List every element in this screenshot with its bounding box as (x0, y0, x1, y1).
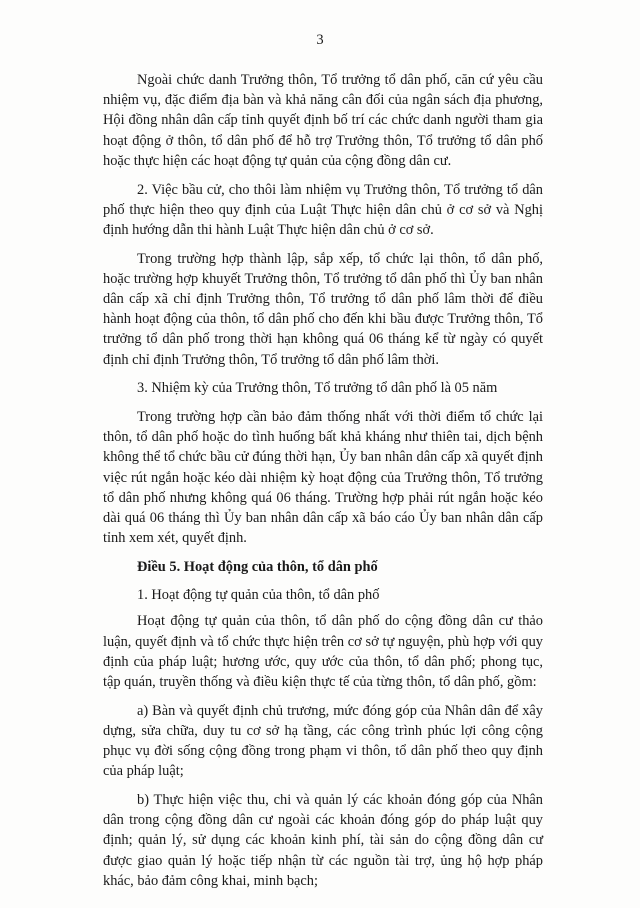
paragraph: 3. Nhiệm kỳ của Trưởng thôn, Tổ trưởng tổ dân phố là 05 năm (137, 380, 498, 397)
article-heading: Điều 5. Hoạt động của thôn, tổ dân phố (137, 558, 378, 575)
page-number: 3 (316, 32, 324, 48)
paragraph: Trong trường hợp thành lập, sắp xếp, tổ chức lại thôn, tổ dân phố, hoặc trường hợp khuyết Trưởng thôn, Tổ trưởng tổ dân phố thì Ủy ban nhân dân cấp xã chỉ định Trưởng thôn, Tổ trưởng tổ dân phố lâm thời để điều hành hoạt động của thôn, tổ dân phố cho đến khi bầu được Trưởng thôn, Tổ trưởng tổ dân phố trong thời hạn không quá 06 tháng kể từ ngày có quyết định chỉ định Trưởng thôn, Tổ trưởng tổ dân phố lâm thời. (103, 250, 543, 368)
list-item: a) Bàn và quyết định chủ trương, mức đóng góp của Nhân dân để xây dựng, sửa chữa, duy tu cơ sở hạ tầng, các công trình phúc lợi công cộng phục vụ đời sống cộng đồng trong phạm vi thôn, tổ dân phố theo quy định của pháp luật; (103, 702, 543, 780)
clause-title: 1. Hoạt động tự quản của thôn, tổ dân phố (137, 587, 380, 604)
paragraph: Trong trường hợp cần bảo đảm thống nhất với thời điểm tổ chức lại thôn, tổ dân phố hoặc do tình huống bất khả kháng như thiên tai, dịch bệnh không thể tổ chức bầu cử đúng thời hạn, Ủy ban nhân dân cấp xã quyết định việc rút ngắn hoặc kéo dài nhiệm kỳ hoạt động của Trưởng thôn, Tổ trưởng tổ dân phố nhưng không quá 06 tháng. Trường hợp phải rút ngắn hoặc kéo dài quá 06 tháng thì Ủy ban nhân dân cấp xã báo cáo Ủy ban nhân dân cấp tỉnh xem xét, quyết định. (103, 409, 543, 547)
document-body (103, 70, 543, 900)
list-item: b) Thực hiện việc thu, chi và quản lý các khoản đóng góp của Nhân dân trong cộng đồng dân cư ngoài các khoản đóng góp do pháp luật quy định; quản lý, sử dụng các khoản kinh phí, tài sản do cộng đồng dân cư được giao quản lý hoặc tiếp nhận từ các nguồn tài trợ, ủng hộ hợp pháp khác, bảo đảm công khai, minh bạch; (103, 792, 543, 889)
paragraph: Ngoài chức danh Trưởng thôn, Tổ trưởng tổ dân phố, căn cứ yêu cầu nhiệm vụ, đặc điểm địa bàn và khả năng cân đối của ngân sách địa phương, Hội đồng nhân dân cấp tỉnh quyết định bố trí các chức danh người tham gia hoạt động ở thôn, tổ dân phố để hỗ trợ Trưởng thôn, Tổ trưởng tổ dân phố hoặc thực hiện các hoạt động tự quản của cộng đồng dân cư. (103, 72, 543, 169)
paragraph: 2. Việc bầu cử, cho thôi làm nhiệm vụ Trưởng thôn, Tổ trưởng tổ dân phố thực hiện theo quy định của Luật Thực hiện dân chủ ở cơ sở và Nghị định hướng dẫn thi hành Luật Thực hiện dân chủ ở cơ sở. (103, 181, 543, 238)
paragraph: Hoạt động tự quản của thôn, tổ dân phố do cộng đồng dân cư thảo luận, quyết định và tổ chức thực hiện trên cơ sở tự nguyện, phù hợp với quy định của pháp luật; hương ước, quy ước của thôn, tổ dân phố; phong tục, tập quán, truyền thống và điều kiện thực tế của từng thôn, tổ dân phố, gồm: (103, 613, 543, 690)
